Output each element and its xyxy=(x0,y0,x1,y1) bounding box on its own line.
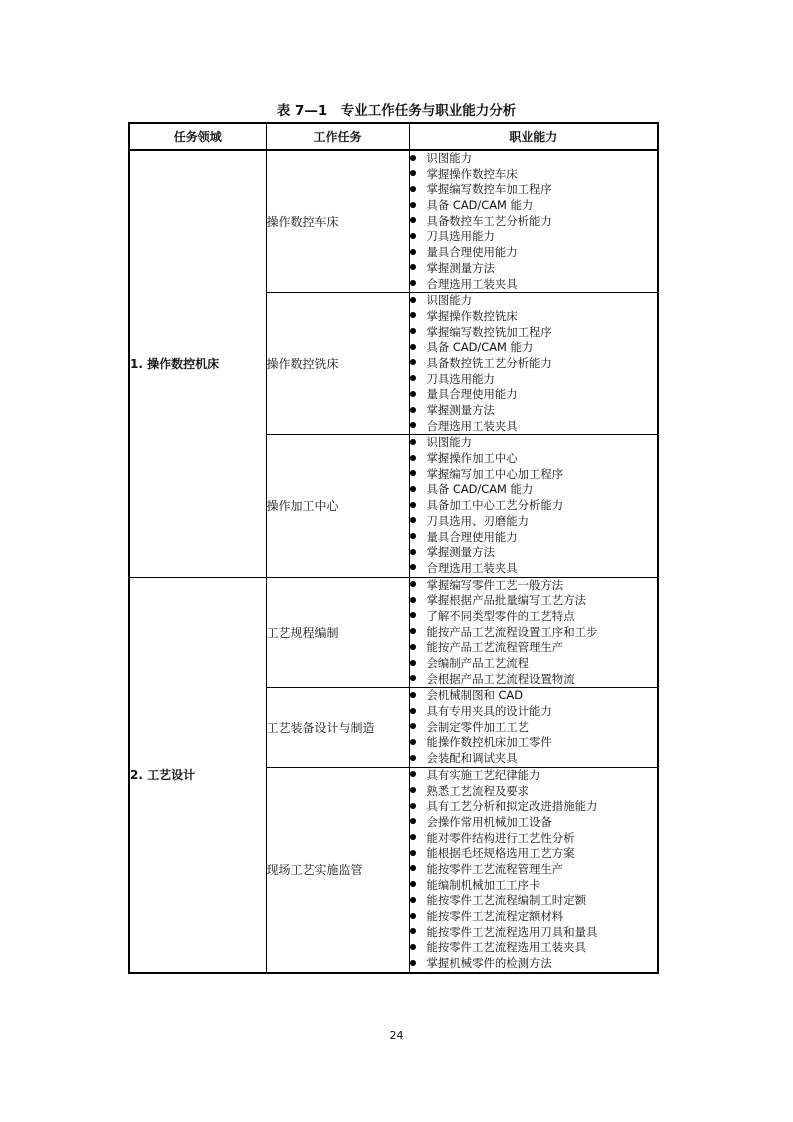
ability-text: 掌握机械零件的检测方法 xyxy=(426,956,552,971)
bullet-icon xyxy=(410,628,416,634)
ability-item xyxy=(410,261,658,277)
ability-text: 能编制机械加工工序卡 xyxy=(426,877,541,892)
ability-item xyxy=(410,609,658,625)
bullet-icon xyxy=(410,359,416,365)
ability-text: 会根据产品工艺流程设置物流 xyxy=(426,671,575,686)
ability-item xyxy=(410,435,658,451)
ability-text: 刀具选用能力 xyxy=(426,229,495,244)
page-number: 24 xyxy=(389,1029,404,1042)
ability-cell xyxy=(409,435,658,577)
ability-text: 会编制产品工艺流程 xyxy=(426,656,530,670)
ability-text: 合理选用工装夹具 xyxy=(426,418,518,433)
bullet-icon xyxy=(410,818,416,824)
bullet-icon xyxy=(410,612,416,618)
ability-item xyxy=(410,925,658,941)
ability-text: 能按产品工艺流程设置工序和工步 xyxy=(426,624,598,639)
bullet-icon xyxy=(410,944,416,950)
table-body xyxy=(129,150,658,973)
ability-item xyxy=(410,704,658,720)
bullet-icon xyxy=(410,723,416,729)
ability-item xyxy=(410,229,658,245)
bullet-icon xyxy=(410,708,416,714)
ability-item xyxy=(410,451,658,467)
task-domain-cell: 1. 操作数控机床 xyxy=(129,150,266,577)
ability-text: 掌握编写加工中心加工程序 xyxy=(426,466,564,481)
ability-item xyxy=(410,467,658,483)
bullet-icon xyxy=(410,644,416,650)
work-task-cell: 操作数控车床 xyxy=(266,150,409,293)
ability-text: 掌握编写零件工艺一般方法 xyxy=(426,577,564,592)
bullet-icon xyxy=(410,581,416,587)
ability-text: 具备数控车工艺分析能力 xyxy=(426,213,552,228)
bullet-icon xyxy=(410,675,416,681)
ability-item xyxy=(410,656,658,672)
ability-text: 量具合理使用能力 xyxy=(426,245,518,260)
ability-item xyxy=(410,751,658,767)
ability-item xyxy=(410,878,658,894)
ability-list xyxy=(410,151,658,292)
bullet-icon xyxy=(410,375,416,381)
ability-item xyxy=(410,214,658,230)
ability-item xyxy=(410,498,658,514)
ability-text: 掌握操作加工中心 xyxy=(426,451,518,466)
ability-item xyxy=(410,293,658,309)
ability-item xyxy=(410,831,658,847)
ability-text: 具备 CAD/CAM 能力 xyxy=(426,340,534,355)
ability-text: 识图能力 xyxy=(426,151,473,165)
ability-item xyxy=(410,309,658,325)
work-task-cell: 工艺规程编制 xyxy=(266,577,409,688)
ability-text: 掌握测量方法 xyxy=(426,403,495,417)
bullet-icon xyxy=(410,344,416,350)
bullet-icon xyxy=(410,280,416,286)
ability-item xyxy=(410,198,658,214)
ability-cell xyxy=(409,688,658,767)
ability-item xyxy=(410,419,658,435)
ability-item xyxy=(410,245,658,261)
bullet-icon xyxy=(410,170,416,176)
bullet-icon xyxy=(410,597,416,603)
bullet-icon xyxy=(410,549,416,555)
ability-text: 能按零件工艺流程管理生产 xyxy=(426,861,564,876)
ability-text: 量具合理使用能力 xyxy=(426,529,518,544)
ability-item xyxy=(410,735,658,751)
ability-item xyxy=(410,167,658,183)
bullet-icon xyxy=(410,455,416,461)
ability-item xyxy=(410,815,658,831)
task-ability-table xyxy=(128,122,659,974)
ability-text: 会操作常用机械加工设备 xyxy=(426,814,552,829)
bullet-icon xyxy=(410,771,416,777)
ability-text: 识图能力 xyxy=(426,435,473,450)
ability-cell xyxy=(409,577,658,688)
ability-text: 能按零件工艺流程定额材料 xyxy=(426,909,564,923)
bullet-icon xyxy=(410,881,416,887)
ability-text: 熟悉工艺流程及要求 xyxy=(426,783,530,798)
ability-item xyxy=(410,846,658,862)
ability-item xyxy=(410,356,658,372)
ability-item xyxy=(410,956,658,972)
ability-text: 会制定零件加工工艺 xyxy=(426,719,530,734)
ability-text: 掌握操作数控铣床 xyxy=(426,308,518,323)
ability-item xyxy=(410,514,658,530)
ability-item xyxy=(410,720,658,736)
bullet-icon xyxy=(410,692,416,698)
bullet-icon xyxy=(410,264,416,270)
bullet-icon xyxy=(410,202,416,208)
ability-item xyxy=(410,940,658,956)
bullet-icon xyxy=(410,913,416,919)
ability-item xyxy=(410,387,658,403)
ability-text: 掌握编写数控铣加工程序 xyxy=(426,324,552,339)
ability-item xyxy=(410,909,658,925)
bullet-icon xyxy=(410,186,416,192)
bullet-icon xyxy=(410,897,416,903)
bullet-icon xyxy=(410,486,416,492)
bullet-icon xyxy=(410,533,416,539)
ability-list xyxy=(410,293,658,434)
ability-item xyxy=(410,893,658,909)
bullet-icon xyxy=(410,834,416,840)
ability-text: 具有实施工艺纪律能力 xyxy=(426,767,541,782)
bullet-icon xyxy=(410,297,416,303)
table-row xyxy=(129,150,658,293)
ability-text: 合理选用工装夹具 xyxy=(426,276,518,291)
ability-item xyxy=(410,151,658,167)
bullet-icon xyxy=(410,787,416,793)
ability-item xyxy=(410,340,658,356)
ability-text: 刀具选用、刃磨能力 xyxy=(426,513,530,528)
ability-item xyxy=(410,482,658,498)
work-task-cell: 现场工艺实施监管 xyxy=(266,767,409,972)
ability-item xyxy=(410,688,658,704)
ability-text: 具备加工中心工艺分析能力 xyxy=(426,498,564,513)
ability-item xyxy=(410,768,658,784)
ability-list xyxy=(410,768,658,972)
ability-text: 具备数控铣工艺分析能力 xyxy=(426,355,552,370)
ability-list xyxy=(410,435,658,576)
bullet-icon xyxy=(410,217,416,223)
table-title: 表 7—1 专业工作任务与职业能力分析 xyxy=(276,103,517,119)
ability-text: 能按零件工艺流程选用工装夹具 xyxy=(426,940,586,955)
bullet-icon xyxy=(410,470,416,476)
bullet-icon xyxy=(410,407,416,413)
bullet-icon xyxy=(410,960,416,966)
ability-item xyxy=(410,625,658,641)
ability-item xyxy=(410,578,658,594)
ability-item xyxy=(410,640,658,656)
ability-list xyxy=(410,688,658,766)
ability-item xyxy=(410,545,658,561)
bullet-icon xyxy=(410,155,416,161)
ability-text: 刀具选用能力 xyxy=(426,371,495,386)
ability-text: 掌握编写数控车加工程序 xyxy=(426,182,552,197)
header-row xyxy=(129,123,658,150)
ability-text: 量具合理使用能力 xyxy=(426,387,518,402)
ability-item xyxy=(410,372,658,388)
task-domain-cell: 2. 工艺设计 xyxy=(129,577,266,973)
bullet-icon xyxy=(410,564,416,570)
header-task: 工作任务 xyxy=(266,123,409,150)
ability-list xyxy=(410,578,658,688)
ability-text: 具备 CAD/CAM 能力 xyxy=(426,482,534,497)
ability-text: 了解不同类型零件的工艺特点 xyxy=(426,608,575,623)
bullet-icon xyxy=(410,755,416,761)
ability-text: 能操作数控机床加工零件 xyxy=(426,735,552,750)
ability-cell xyxy=(409,293,658,435)
ability-text: 合理选用工装夹具 xyxy=(426,560,518,575)
ability-text: 能按产品工艺流程管理生产 xyxy=(426,640,564,655)
bullet-icon xyxy=(410,233,416,239)
ability-text: 具备 CAD/CAM 能力 xyxy=(426,198,534,213)
table-row xyxy=(129,577,658,688)
bullet-icon xyxy=(410,502,416,508)
ability-text: 能根据毛坯规格选用工艺方案 xyxy=(426,846,575,861)
ability-text: 掌握测量方法 xyxy=(426,260,495,275)
ability-cell xyxy=(409,767,658,972)
ability-item xyxy=(410,182,658,198)
ability-text: 掌握测量方法 xyxy=(426,545,495,560)
ability-text: 会机械制图和 CAD xyxy=(426,688,523,703)
work-task-cell: 操作数控铣床 xyxy=(266,293,409,435)
ability-text: 具有专用夹具的设计能力 xyxy=(426,704,552,719)
ability-text: 能对零件结构进行工艺性分析 xyxy=(426,830,575,845)
ability-item xyxy=(410,561,658,577)
ability-item xyxy=(410,784,658,800)
bullet-icon xyxy=(410,328,416,334)
bullet-icon xyxy=(410,928,416,934)
ability-text: 掌握根据产品批量编写工艺方法 xyxy=(426,593,586,608)
bullet-icon xyxy=(410,422,416,428)
bullet-icon xyxy=(410,391,416,397)
bullet-icon xyxy=(410,249,416,255)
ability-text: 识图能力 xyxy=(426,293,473,308)
ability-item xyxy=(410,799,658,815)
ability-item xyxy=(410,530,658,546)
ability-item xyxy=(410,277,658,293)
ability-text: 能按零件工艺流程选用刀具和量具 xyxy=(426,924,598,939)
ability-text: 掌握操作数控车床 xyxy=(426,166,518,181)
ability-item xyxy=(410,862,658,878)
header-ability: 职业能力 xyxy=(409,123,658,150)
ability-text: 能按零件工艺流程编制工时定额 xyxy=(426,893,586,908)
ability-text: 会装配和调试夹具 xyxy=(426,751,518,766)
ability-text: 具有工艺分析和拟定改进措施能力 xyxy=(426,799,598,814)
ability-cell xyxy=(409,150,658,293)
work-task-cell: 操作加工中心 xyxy=(266,435,409,577)
bullet-icon xyxy=(410,312,416,318)
work-task-cell: 工艺装备设计与制造 xyxy=(266,688,409,767)
bullet-icon xyxy=(410,739,416,745)
bullet-icon xyxy=(410,865,416,871)
bullet-icon xyxy=(410,850,416,856)
ability-item xyxy=(410,672,658,688)
bullet-icon xyxy=(410,660,416,666)
ability-item xyxy=(410,593,658,609)
ability-item xyxy=(410,325,658,341)
bullet-icon xyxy=(410,803,416,809)
bullet-icon xyxy=(410,439,416,445)
header-domain: 任务领域 xyxy=(129,123,266,150)
bullet-icon xyxy=(410,517,416,523)
ability-item xyxy=(410,403,658,419)
